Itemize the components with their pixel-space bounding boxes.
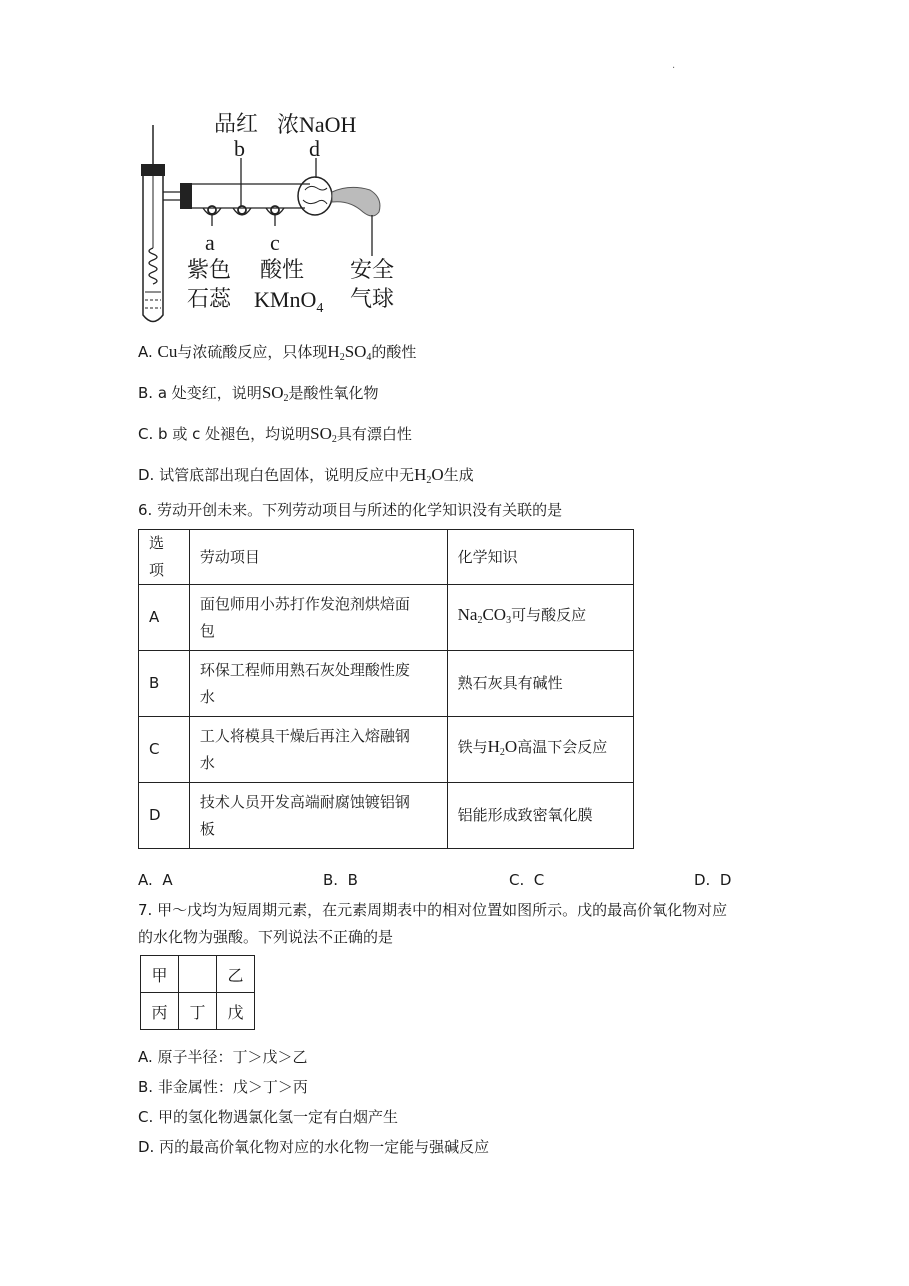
q6-answer-b: B. B [323,871,358,889]
label-pinhong: 品红 [214,112,259,137]
label-c: c [270,230,280,255]
q7-option-a: A. 原子半径：丁＞戊＞乙 [138,1048,308,1066]
q6-answer-c: C. C [509,871,545,889]
element-cell: 戊 [217,993,255,1030]
element-cell [179,956,217,993]
label-qiqiu: 气球 [350,287,395,312]
q6-header-option: 选项 [139,530,190,585]
element-cell: 丁 [179,993,217,1030]
connector-stopper [180,183,192,209]
q6-table [138,529,634,849]
table-row: B 环保工程师用熟石灰处理酸性废 水 熟石灰具有碱性 [139,651,634,717]
element-cell: 乙 [217,956,255,993]
q5-option-b: B. a 处变红，说明$SO_2$是酸性氧化物 [138,383,379,404]
table-row: A 面包师用小苏打作发泡剂烘焙面 包 $Na_2CO_3$可与酸反应 [139,585,634,651]
q6-answer-d: D. D [694,871,732,889]
label-naoh: 浓NaOH [277,112,357,137]
label-b: b [234,136,245,161]
safety-balloon [332,187,380,216]
q6-header-knowledge: 化学知识 [447,530,633,585]
stopper [141,164,165,176]
label-zise: 紫色 [187,258,232,283]
element-cell: 甲 [141,956,179,993]
bulb-d [298,177,332,215]
q5-option-a: A. Cu与浓硫酸反应，只体现$H_2SO_4$的酸性 [138,342,417,363]
q5-option-c: C. b 或 c 处褪色，均说明$SO_2$具有漂白性 [138,424,412,445]
table-row: D 技术人员开发高端耐腐蚀镀铝钢 板 铝能形成致密氧化膜 [139,783,634,849]
label-d: d [309,136,320,161]
label-suanxing: 酸性 [260,258,305,283]
label-anquan: 安全 [350,258,395,283]
q7-stem-line-2: 的水化物为强酸。下列说法不正确的是 [138,928,394,946]
label-kmno4: KMnO$_4$ [254,287,324,316]
label-a: a [205,230,215,255]
q7-option-d: D. 丙的最高价氧化物对应的水化物一定能与强碱反应 [138,1138,490,1156]
q5-option-d: D. 试管底部出现白色固体，说明反应中无$H_2O$生成 [138,465,474,486]
q7-option-b: B. 非金属性：戊＞丁＞丙 [138,1078,308,1096]
element-cell: 丙 [141,993,179,1030]
copper-coil [149,248,157,284]
q7-stem-line-1: 7. 甲～戊均为短周期元素，在元素周期表中的相对位置如图所示。戊的最高价氧化物对应 [138,901,728,919]
q6-stem: 6. 劳动开创未来。下列劳动项目与所述的化学知识没有关联的是 [138,501,563,519]
element-position-table [140,955,255,1030]
label-shirui: 石蕊 [187,287,232,312]
q6-header-labor: 劳动项目 [189,530,447,585]
corner-dot: . [672,60,676,71]
table-row: C 工人将模具干燥后再注入熔融钢 水 铁与$H_2O$高温下会反应 [139,717,634,783]
q6-answer-a: A. A [138,871,173,889]
q7-option-c: C. 甲的氢化物遇氯化氢一定有白烟产生 [138,1108,399,1126]
